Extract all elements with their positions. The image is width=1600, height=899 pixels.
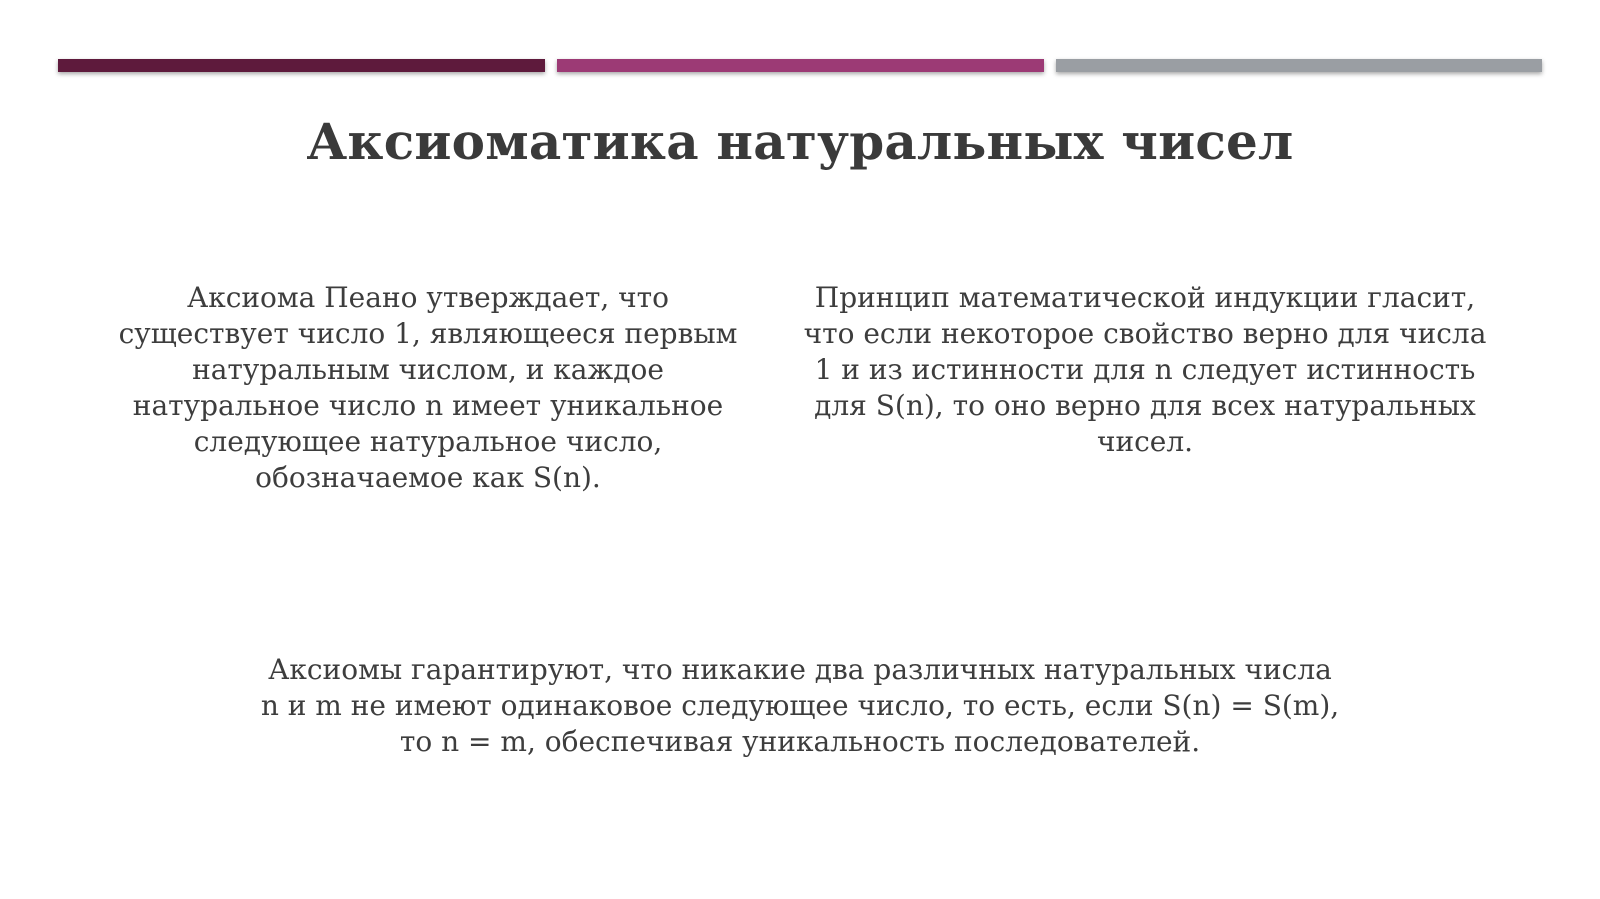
top-bar-magenta <box>557 59 1044 72</box>
uniqueness-text: Аксиомы гарантируют, что никакие два различных натуральных числа n и m не имеют одинаковое следующее число, то есть, если S(n) = S(m), то n = m, обеспечивая уникальность последователей. <box>260 653 1340 758</box>
induction-principle-text: Принцип математической индукции гласит, что если некоторое свойство верно для числа 1 и из истинности для n следует истинность для S(n), то оно верно для всех натуральных чисел. <box>803 281 1487 458</box>
top-bar-gray <box>1056 59 1542 72</box>
slide-title: Аксиоматика натуральных чисел <box>306 112 1294 171</box>
peano-axiom-text: Аксиома Пеано утверждает, что существует число 1, являющееся первым натуральным числом, и каждое натуральное число n имеет уникальное следующее натуральное число, обозначаемое как S(n). <box>118 281 738 494</box>
decorative-top-bars <box>58 59 1542 74</box>
top-bar-dark-plum <box>58 59 545 72</box>
